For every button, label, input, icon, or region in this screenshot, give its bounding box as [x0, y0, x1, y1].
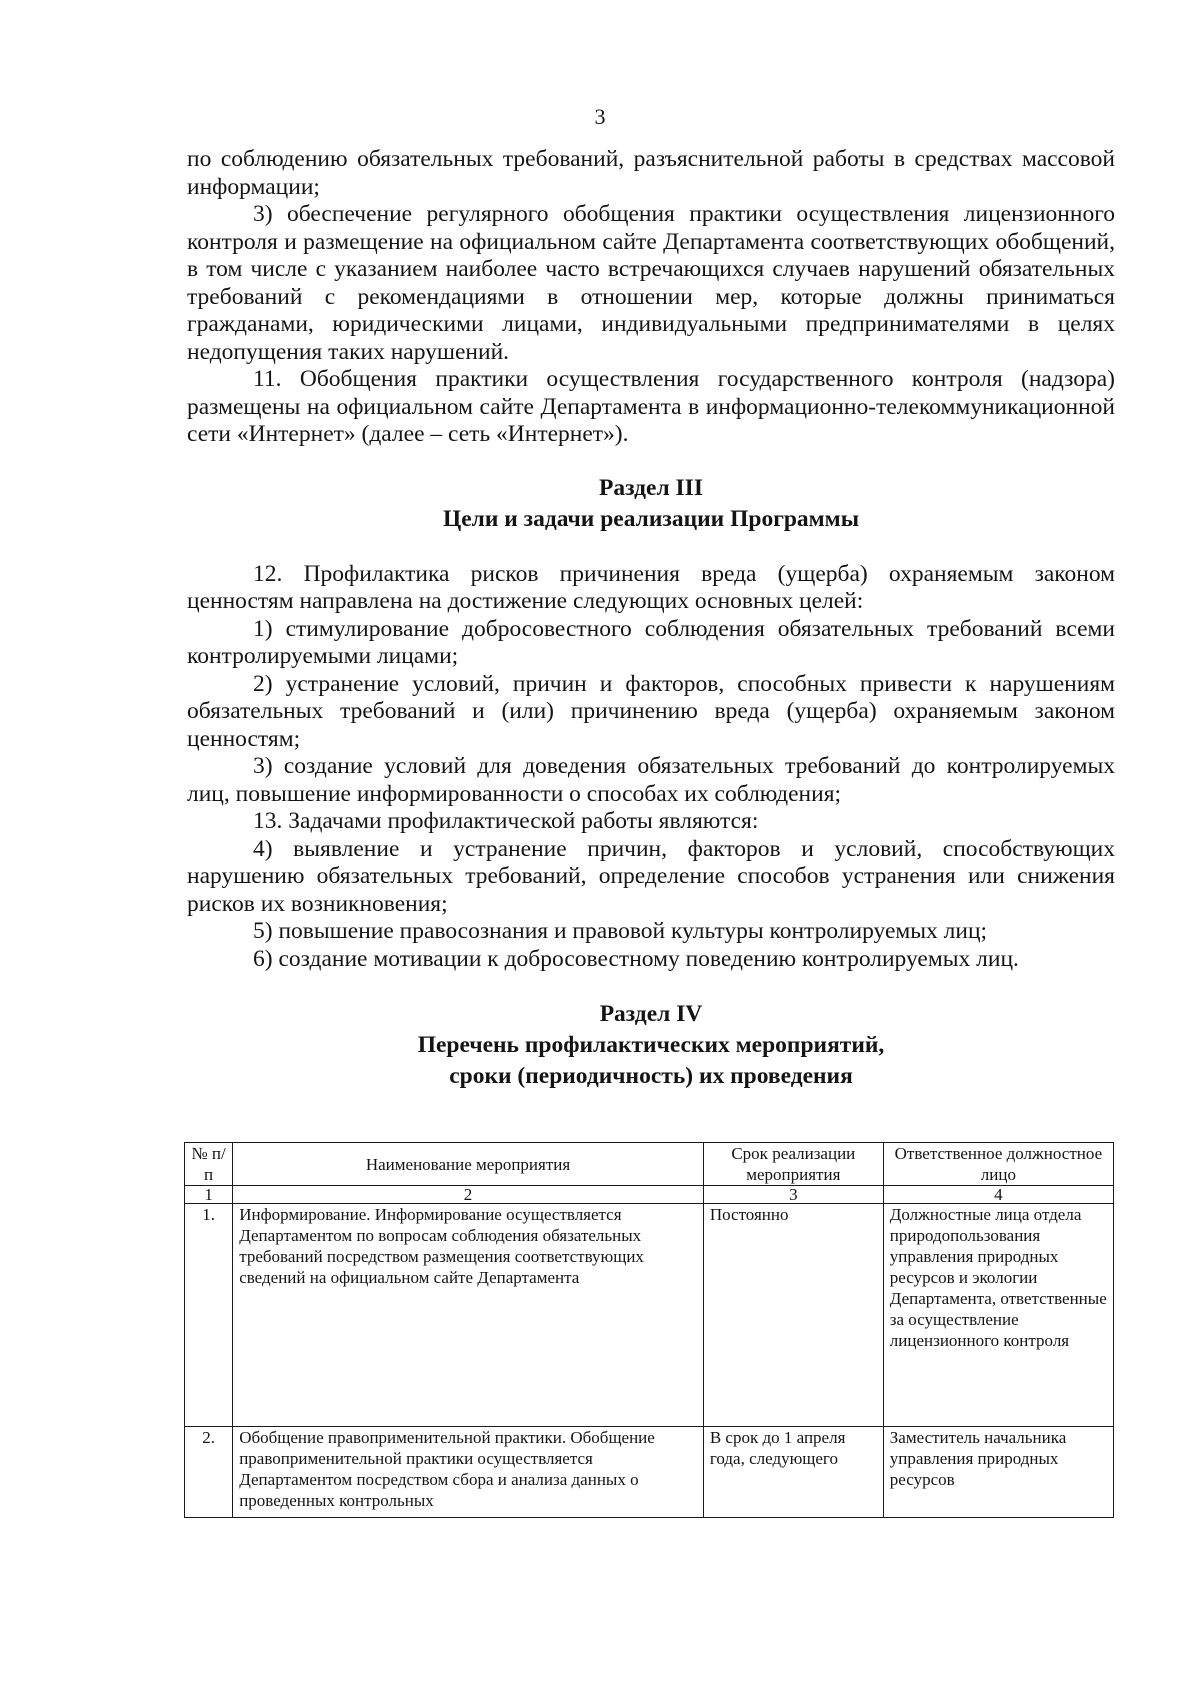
document-body	[187, 146, 1115, 1112]
column-number: 2	[233, 1186, 704, 1204]
row-term: В срок до 1 апреля года, следующего	[703, 1427, 883, 1518]
row-measure-name: Обобщение правоприменительной практики. Обобщение правоприменительной практики осуществляется Департаментом посредством сбора и анализа данных о проведенных контрольных	[233, 1427, 704, 1518]
row-measure-name: Информирование. Информирование осуществляется Департаментом по вопросам соблюдения обязательных требований посредством размещения соответствующих сведений на официальном сайте Департамента	[233, 1204, 704, 1427]
section-4-subtitle-line-2: сроки (периодичность) их проведения	[449, 1063, 853, 1089]
paragraph-13: 13. Задачами профилактической работы являются:	[253, 808, 759, 834]
header-responsible: Ответственное должностное лицо	[883, 1143, 1113, 1186]
goal-item-1: 1) стимулирование добросовестного соблюдения обязательных требований всеми контролируемыми лицами;	[187, 615, 1115, 669]
section-4-title: Раздел IV	[599, 1001, 703, 1027]
column-number-row	[185, 1186, 1114, 1204]
section-3-heading	[187, 473, 1115, 535]
row-term: Постоянно	[703, 1204, 883, 1427]
goal-item-3: 3) создание условий для доведения обязательных требований до контролируемых лиц, повышение информированности о способах их соблюдения;	[187, 753, 1115, 807]
paragraph-11: 11. Обобщения практики осуществления государственного контроля (надзора) размещены на официальном сайте Департамента в информационно-телекоммуникационной сети «Интернет» (далее – сеть «Интернет»).	[187, 366, 1115, 447]
table-row	[185, 1204, 1114, 1427]
section-3-title: Раздел III	[599, 474, 703, 501]
paragraph-item-3: 3) обеспечение регулярного обобщения практики осуществления лицензионного контроля и размещение на официальном сайте Департамента соответствующих обобщений, в том числе с указанием наиболее часто встречающихся случаев нарушений обязательных требований с рекомендациями в отношении мер, которые должны приниматься гражданами, юридическими лицами, индивидуальными предпринимателями в целях недопущения таких нарушений.	[187, 201, 1115, 365]
paragraph-12: 12. Профилактика рисков причинения вреда (ущерба) охраняемым законом ценностям направлена на достижение следующих основных целей:	[187, 560, 1115, 614]
header-number: № п/п	[185, 1143, 233, 1186]
row-responsible: Заместитель начальника управления природных ресурсов	[883, 1427, 1113, 1518]
section-3-subtitle: Цели и задачи реализации Программы	[442, 505, 860, 532]
measures-table	[184, 1142, 1114, 1518]
header-name: Наименование мероприятия	[233, 1143, 704, 1186]
table-header-row	[185, 1143, 1114, 1186]
task-item-6: 6) создание мотивации к добросовестному поведению контролируемых лиц.	[253, 945, 1019, 972]
page-number: 3	[594, 104, 606, 129]
task-item-5: 5) повышение правосознания и правовой культуры контролируемых лиц;	[253, 918, 988, 944]
task-item-4: 4) выявление и устранение причин, факторов и условий, способствующих нарушению обязательных требований, определение способов устранения или снижения рисков их возникновения;	[187, 835, 1115, 917]
column-number: 3	[703, 1186, 883, 1204]
section-4-heading	[187, 999, 1115, 1092]
section-4-subtitle-line-1: Перечень профилактических мероприятий,	[417, 1032, 885, 1058]
row-responsible: Должностные лица отдела природопользования управления природных ресурсов и экологии Департамента, ответственные за осуществление лицензионного контроля	[883, 1204, 1113, 1427]
column-number: 4	[883, 1186, 1113, 1204]
paragraph-continuation: по соблюдению обязательных требований, разъяснительной работы в средствах массовой информации;	[187, 146, 1115, 200]
header-term: Срок реализации мероприятия	[703, 1143, 883, 1186]
row-number: 1.	[185, 1204, 233, 1427]
row-number: 2.	[185, 1427, 233, 1518]
column-number: 1	[185, 1186, 233, 1204]
table-row	[185, 1427, 1114, 1518]
goal-item-2: 2) устранение условий, причин и факторов, способных привести к нарушениям обязательных требований и (или) причинению вреда (ущерба) охраняемым законом ценностям;	[187, 670, 1115, 752]
